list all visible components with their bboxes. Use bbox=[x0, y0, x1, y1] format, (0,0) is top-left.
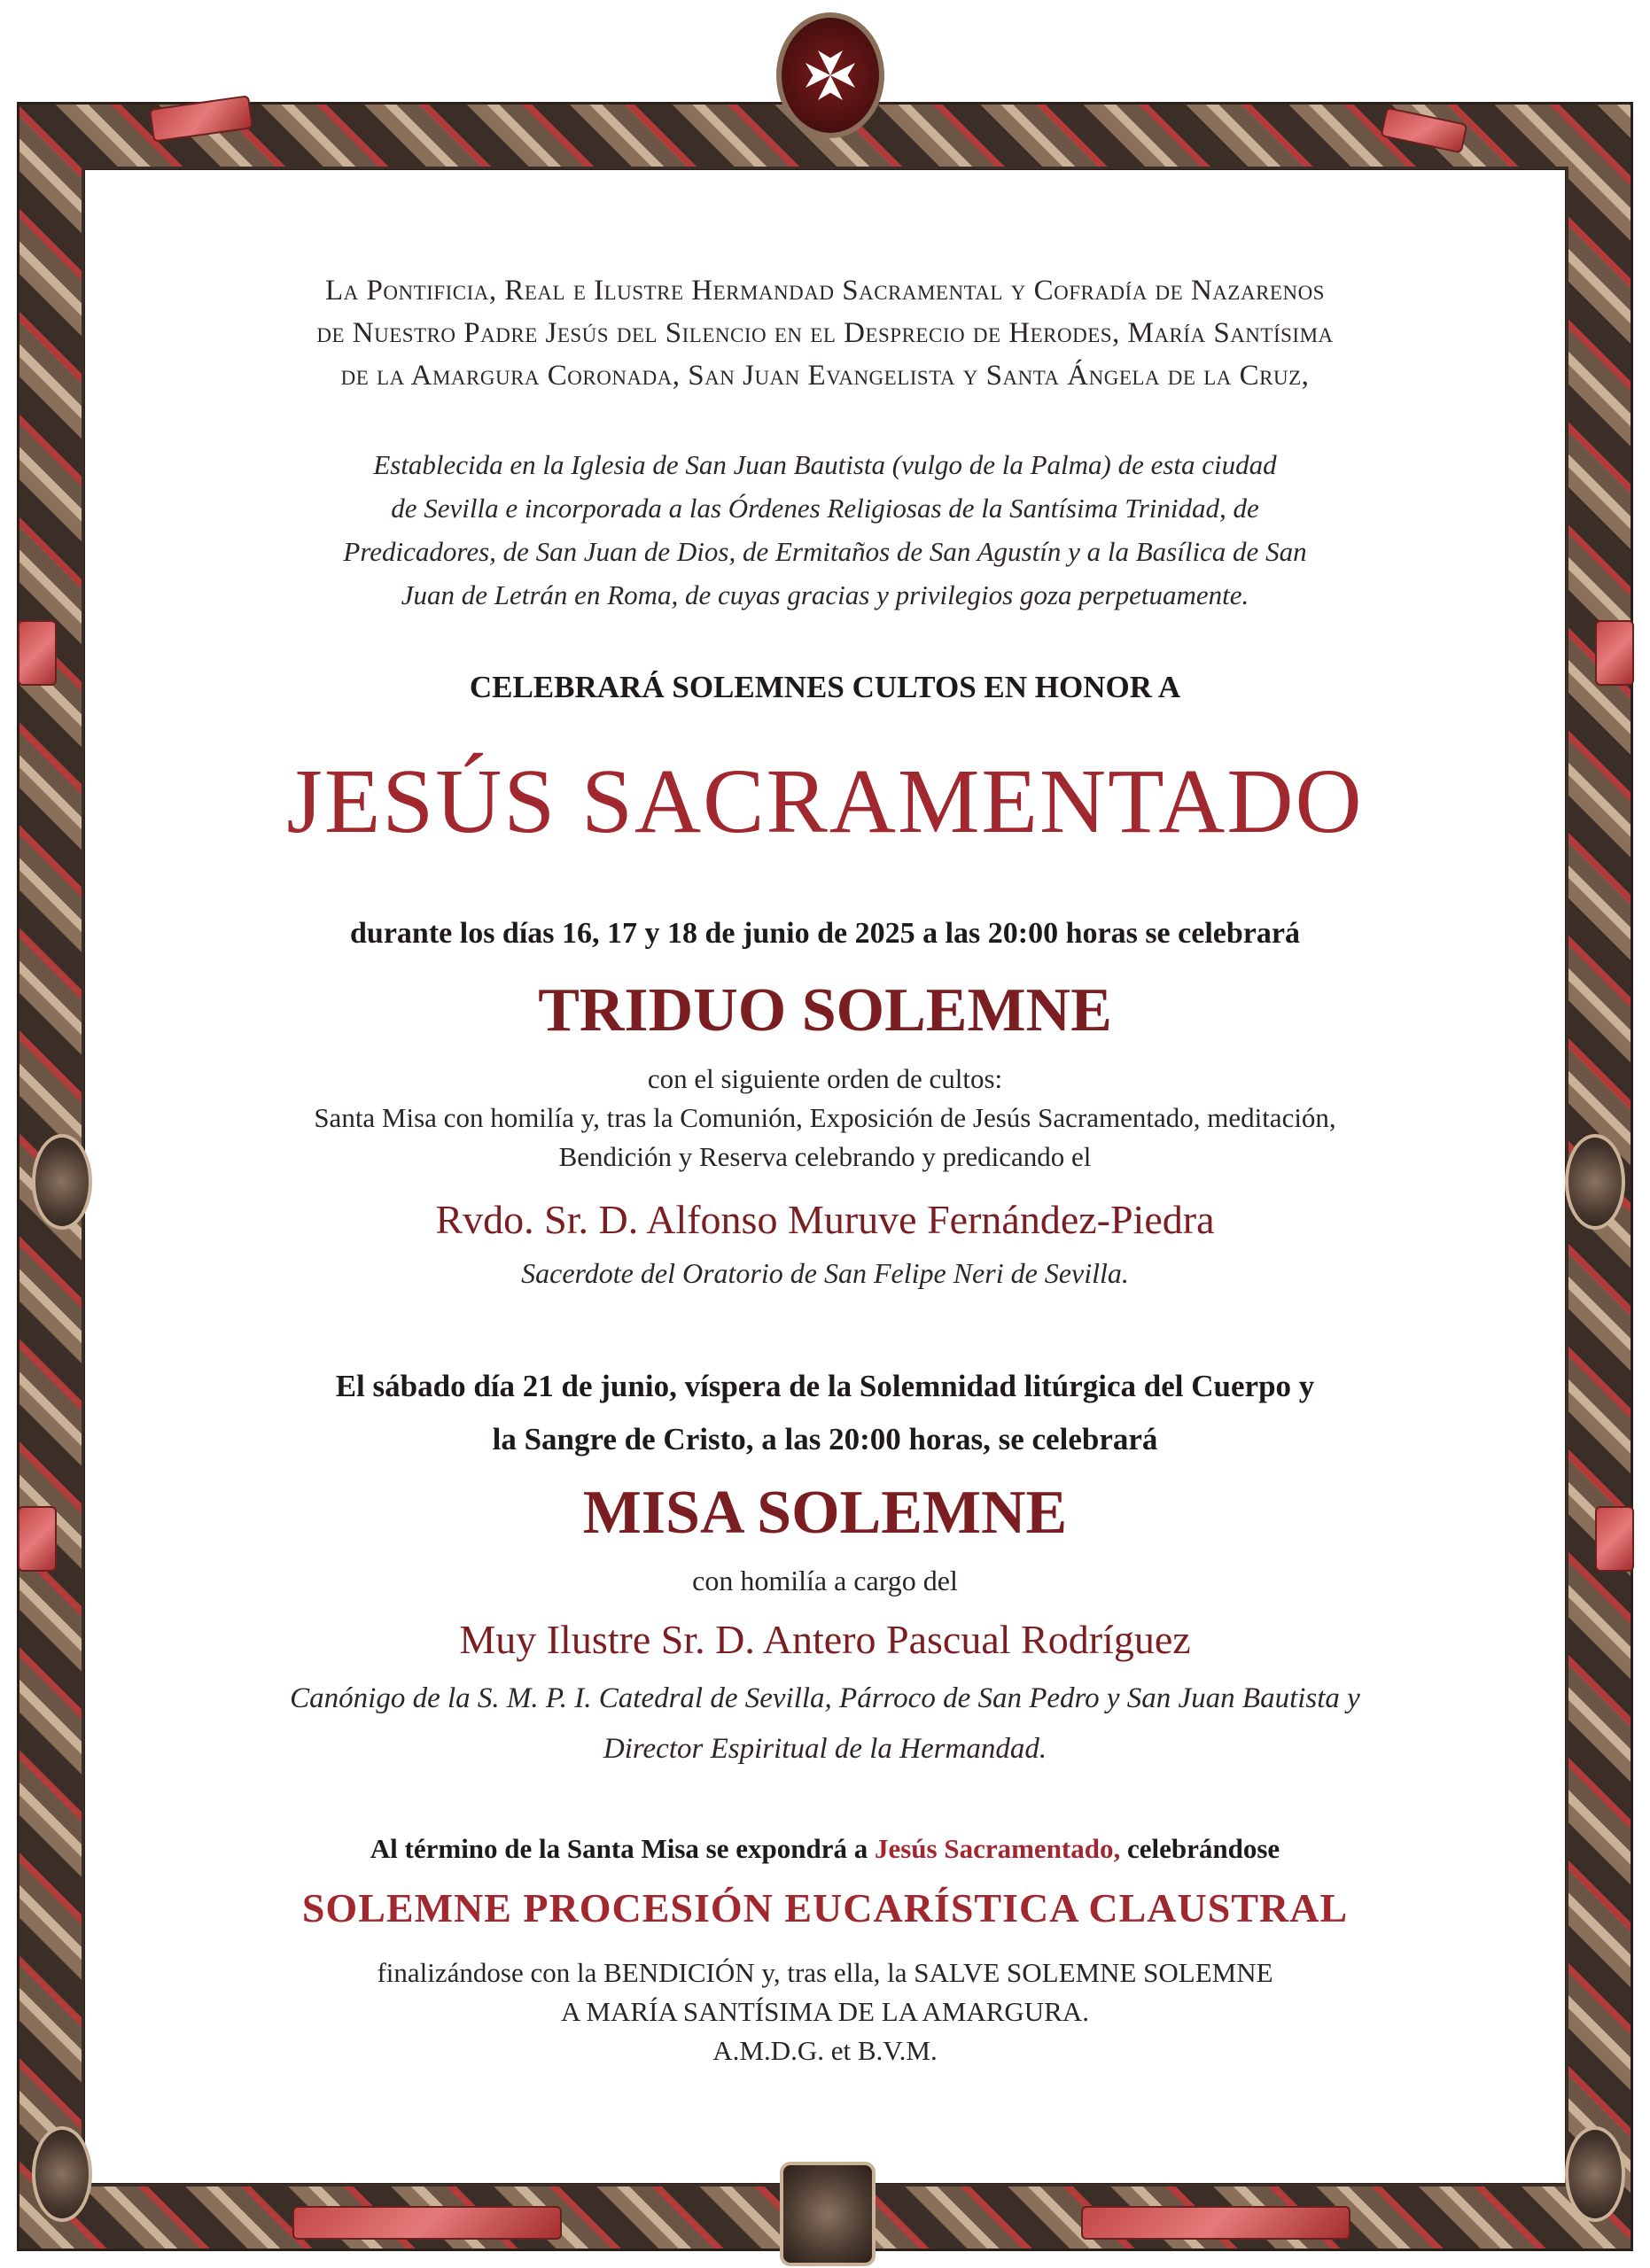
procession-line-1 bbox=[151, 1829, 1499, 1869]
intro-line: CELEBRARÁ SOLEMNES CULTOS EN HONOR A bbox=[469, 670, 1181, 704]
misa-role-line-1: Canónigo de la S. M. P. I. Catedral de Sevilla, Párroco de San Pedro y San Juan Bautista y bbox=[290, 1682, 1360, 1714]
procession-line-2: finalizándose con la BENDICIÓN y, tras ella, la SALVE SOLEMNE SOLEMNE bbox=[377, 1957, 1273, 1988]
medallion-bottom-left bbox=[32, 2126, 92, 2222]
misa-preacher: Muy Ilustre Sr. D. Antero Pascual Rodríguez bbox=[459, 1617, 1191, 1662]
triduo-preacher-role: Sacerdote del Oratorio de San Felipe Neri de Sevilla. bbox=[521, 1257, 1129, 1289]
main-title: JESÚS SACRAMENTADO bbox=[286, 750, 1364, 852]
triduo-dates: durante los días 16, 17 y 18 de junio de 2025 a las 20:00 horas se celebrará bbox=[350, 917, 1300, 950]
misa-line-2: la Sangre de Cristo, a las 20:00 horas, se celebrará bbox=[492, 1422, 1158, 1456]
misa-homily: con homilía a cargo del bbox=[692, 1565, 958, 1596]
header-line-2: de Nuestro Padre Jesús del Silencio en el Desprecio de Herodes, María Santísima bbox=[316, 317, 1334, 349]
establishment-line-1: Establecida en la Iglesia de San Juan Bautista (vulgo de la Palma) de esta ciudad bbox=[373, 449, 1277, 480]
procession-title: SOLEMNE PROCESIÓN EUCARÍSTICA CLAUSTRAL bbox=[301, 1885, 1349, 1930]
medallion-bottom-right bbox=[1565, 2126, 1625, 2222]
establishment-line-4: Juan de Letrán en Roma, de cuyas gracias y privilegios goza perpetuamente. bbox=[401, 579, 1249, 610]
procession-line-1-highlight: Jesús Sacramentado, bbox=[874, 1833, 1121, 1864]
triduo-title: TRIDUO SOLEMNE bbox=[538, 976, 1112, 1045]
ribbon-right-1 bbox=[1595, 620, 1634, 686]
medallion-left bbox=[32, 1134, 92, 1230]
ribbon-left-2 bbox=[18, 1506, 57, 1572]
ribbon-left-1 bbox=[18, 620, 57, 686]
misa-line-1: El sábado día 21 de junio, víspera de la Solemnidad litúrgica del Cuerpo y bbox=[335, 1369, 1315, 1403]
establishment-line-2: de Sevilla e incorporada a las Órdenes Religiosas de la Santísima Trinidad, de bbox=[391, 493, 1259, 524]
misa-role-line-2: Director Espiritual de la Hermandad. bbox=[603, 1733, 1047, 1765]
header-line-1: La Pontificia, Real e Ilustre Hermandad Sacramental y Cofradía de Nazarenos bbox=[325, 275, 1325, 307]
document-body bbox=[151, 0, 1499, 2268]
medallion-right bbox=[1565, 1134, 1625, 1230]
triduo-order-line-2: Santa Misa con homilía y, tras la Comunión, Exposición de Jesús Sacramentado, meditación, bbox=[314, 1102, 1336, 1133]
establishment-line-3: Predicadores, de San Juan de Dios, de Ermitaños de San Agustín y a la Basílica de San bbox=[343, 536, 1307, 567]
triduo-order-line-1: con el siguiente orden de cultos: bbox=[647, 1063, 1003, 1094]
procession-line-4: A.M.D.G. et B.V.M. bbox=[712, 2035, 938, 2066]
procession-line-3: A MARÍA SANTÍSIMA DE LA AMARGURA. bbox=[561, 1996, 1089, 2027]
ribbon-right-2 bbox=[1595, 1506, 1634, 1572]
triduo-order-line-3: Bendición y Reserva celebrando y predicando el bbox=[558, 1141, 1092, 1172]
procession-line-1-post: celebrándose bbox=[1120, 1833, 1280, 1864]
misa-title: MISA SOLEMNE bbox=[582, 1479, 1068, 1547]
triduo-preacher: Rvdo. Sr. D. Alfonso Muruve Fernández-Piedra bbox=[435, 1197, 1215, 1242]
header-line-3: de la Amargura Coronada, San Juan Evangelista y Santa Ángela de la Cruz, bbox=[340, 360, 1310, 392]
procession-line-1-pre: Al término de la Santa Misa se expondrá a bbox=[370, 1833, 875, 1864]
